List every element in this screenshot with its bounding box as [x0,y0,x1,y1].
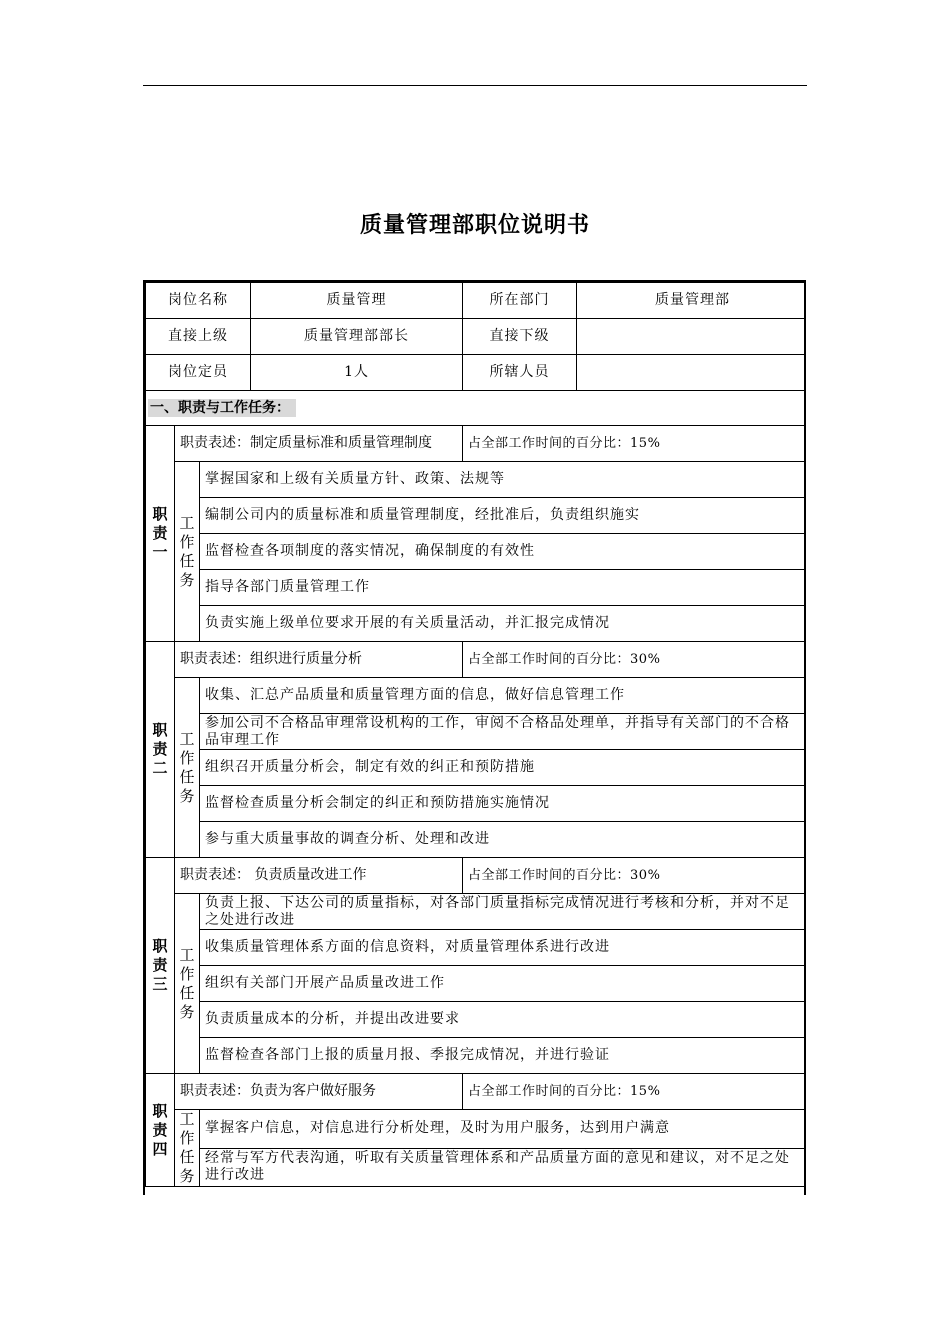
duty-3-task-row [146,894,807,930]
section-heading: 一、职责与工作任务： [148,399,296,417]
staff-label: 所辖人员 [463,355,577,391]
duty-3-pct: 占全部工作时间的百分比：30% [463,858,806,894]
duty-3-task-row [146,966,807,1002]
post-name-value: 质量管理 [251,283,463,319]
duty-3-task-1: 负责上报、下达公司的质量指标，对各部门质量指标完成情况进行考核和分析，并对不足之处进行改进 [200,894,807,930]
duty-3-work-label: 工 作 任 务 [175,894,200,1074]
post-name-label: 岗位名称 [146,283,251,319]
duty-4-work-label: 工 作 任 务 [175,1110,200,1187]
duty-4-label: 职 责 四 [146,1074,175,1187]
duty-4-task-row [146,1110,807,1149]
duty-3-task-3: 组织有关部门开展产品质量改进工作 [200,966,807,1002]
duty-1-task-row [146,462,807,498]
headcount-value: 1人 [251,355,463,391]
duty-2-task-2: 参加公司不合格品审理常设机构的工作，审阅不合格品处理单，并指导有关部门的不合格品审理工作 [200,714,807,750]
duty-1-task-row [146,498,807,534]
duty-1-task-3: 监督检查各项制度的落实情况，确保制度的有效性 [200,534,807,570]
subordinate-value [577,319,806,355]
section-heading-row [146,391,807,426]
duty-2-desc-row [146,642,807,678]
subordinate-label: 直接下级 [463,319,577,355]
job-description-table [143,280,806,1195]
duty-3-desc-row [146,858,807,894]
duty-4-task-2: 经常与军方代表沟通，听取有关质量管理体系和产品质量方面的意见和建议，对不足之处进行改进 [200,1148,807,1187]
superior-value: 质量管理部部长 [251,319,463,355]
duty-4-pct: 占全部工作时间的百分比：15% [463,1074,806,1110]
duty-1-task-row [146,534,807,570]
duty-2-task-4: 监督检查质量分析会制定的纠正和预防措施实施情况 [200,786,807,822]
duty-3-task-row [146,930,807,966]
duty-2-label: 职 责 二 [146,642,175,858]
duty-3-desc: 职责表述： 负责质量改进工作 [175,858,463,894]
duty-4-task-1: 掌握客户信息，对信息进行分析处理，及时为用户服务，达到用户满意 [200,1110,807,1149]
duty-2-task-3: 组织召开质量分析会，制定有效的纠正和预防措施 [200,750,807,786]
page-title: 质量管理部职位说明书 [359,213,590,238]
duty-4-desc-row [146,1074,807,1110]
superior-label: 直接上级 [146,319,251,355]
duty-2-task-row [146,750,807,786]
duty-4-desc: 职责表述：负责为客户做好服务 [175,1074,463,1110]
duty-1-task-1: 掌握国家和上级有关质量方针、政策、法规等 [200,462,807,498]
duty-3-task-4: 负责质量成本的分析，并提出改进要求 [200,1002,807,1038]
duty-2-task-row [146,786,807,822]
duty-1-task-2: 编制公司内的质量标准和质量管理制度，经批准后，负责组织施实 [200,498,807,534]
duty-1-task-row [146,570,807,606]
duty-3-label: 职 责 三 [146,858,175,1074]
info-row-2 [146,319,807,355]
duty-2-task-row [146,714,807,750]
duty-1-task-4: 指导各部门质量管理工作 [200,570,807,606]
duty-2-task-5: 参与重大质量事故的调查分析、处理和改进 [200,822,807,858]
duty-1-desc: 职责表述：制定质量标准和质量管理制度 [175,426,463,462]
duty-2-pct: 占全部工作时间的百分比：30% [463,642,806,678]
header-rule [143,85,807,86]
duty-1-desc-row [146,426,807,462]
duty-1-task-5: 负责实施上级单位要求开展的有关质量活动，并汇报完成情况 [200,606,807,642]
duty-1-label: 职 责 一 [146,426,175,642]
duty-3-task-5: 监督检查各部门上报的质量月报、季报完成情况，并进行验证 [200,1038,807,1074]
duty-2-work-label: 工 作 任 务 [175,678,200,858]
duty-2-task-row [146,678,807,714]
duty-2-task-1: 收集、汇总产品质量和质量管理方面的信息，做好信息管理工作 [200,678,807,714]
duty-1-pct: 占全部工作时间的百分比：15% [463,426,806,462]
duty-4-task-row [146,1148,807,1187]
dept-value: 质量管理部 [577,283,806,319]
duty-3-task-row [146,1002,807,1038]
info-row-1 [146,283,807,319]
duty-3-task-row [146,1038,807,1074]
headcount-label: 岗位定员 [146,355,251,391]
duty-1-task-row [146,606,807,642]
duty-2-desc: 职责表述：组织进行质量分析 [175,642,463,678]
duty-3-task-2: 收集质量管理体系方面的信息资料，对质量管理体系进行改进 [200,930,807,966]
dept-label: 所在部门 [463,283,577,319]
duty-1-work-label: 工 作 任 务 [175,462,200,642]
info-row-3 [146,355,807,391]
duty-2-task-row [146,822,807,858]
staff-value [577,355,806,391]
